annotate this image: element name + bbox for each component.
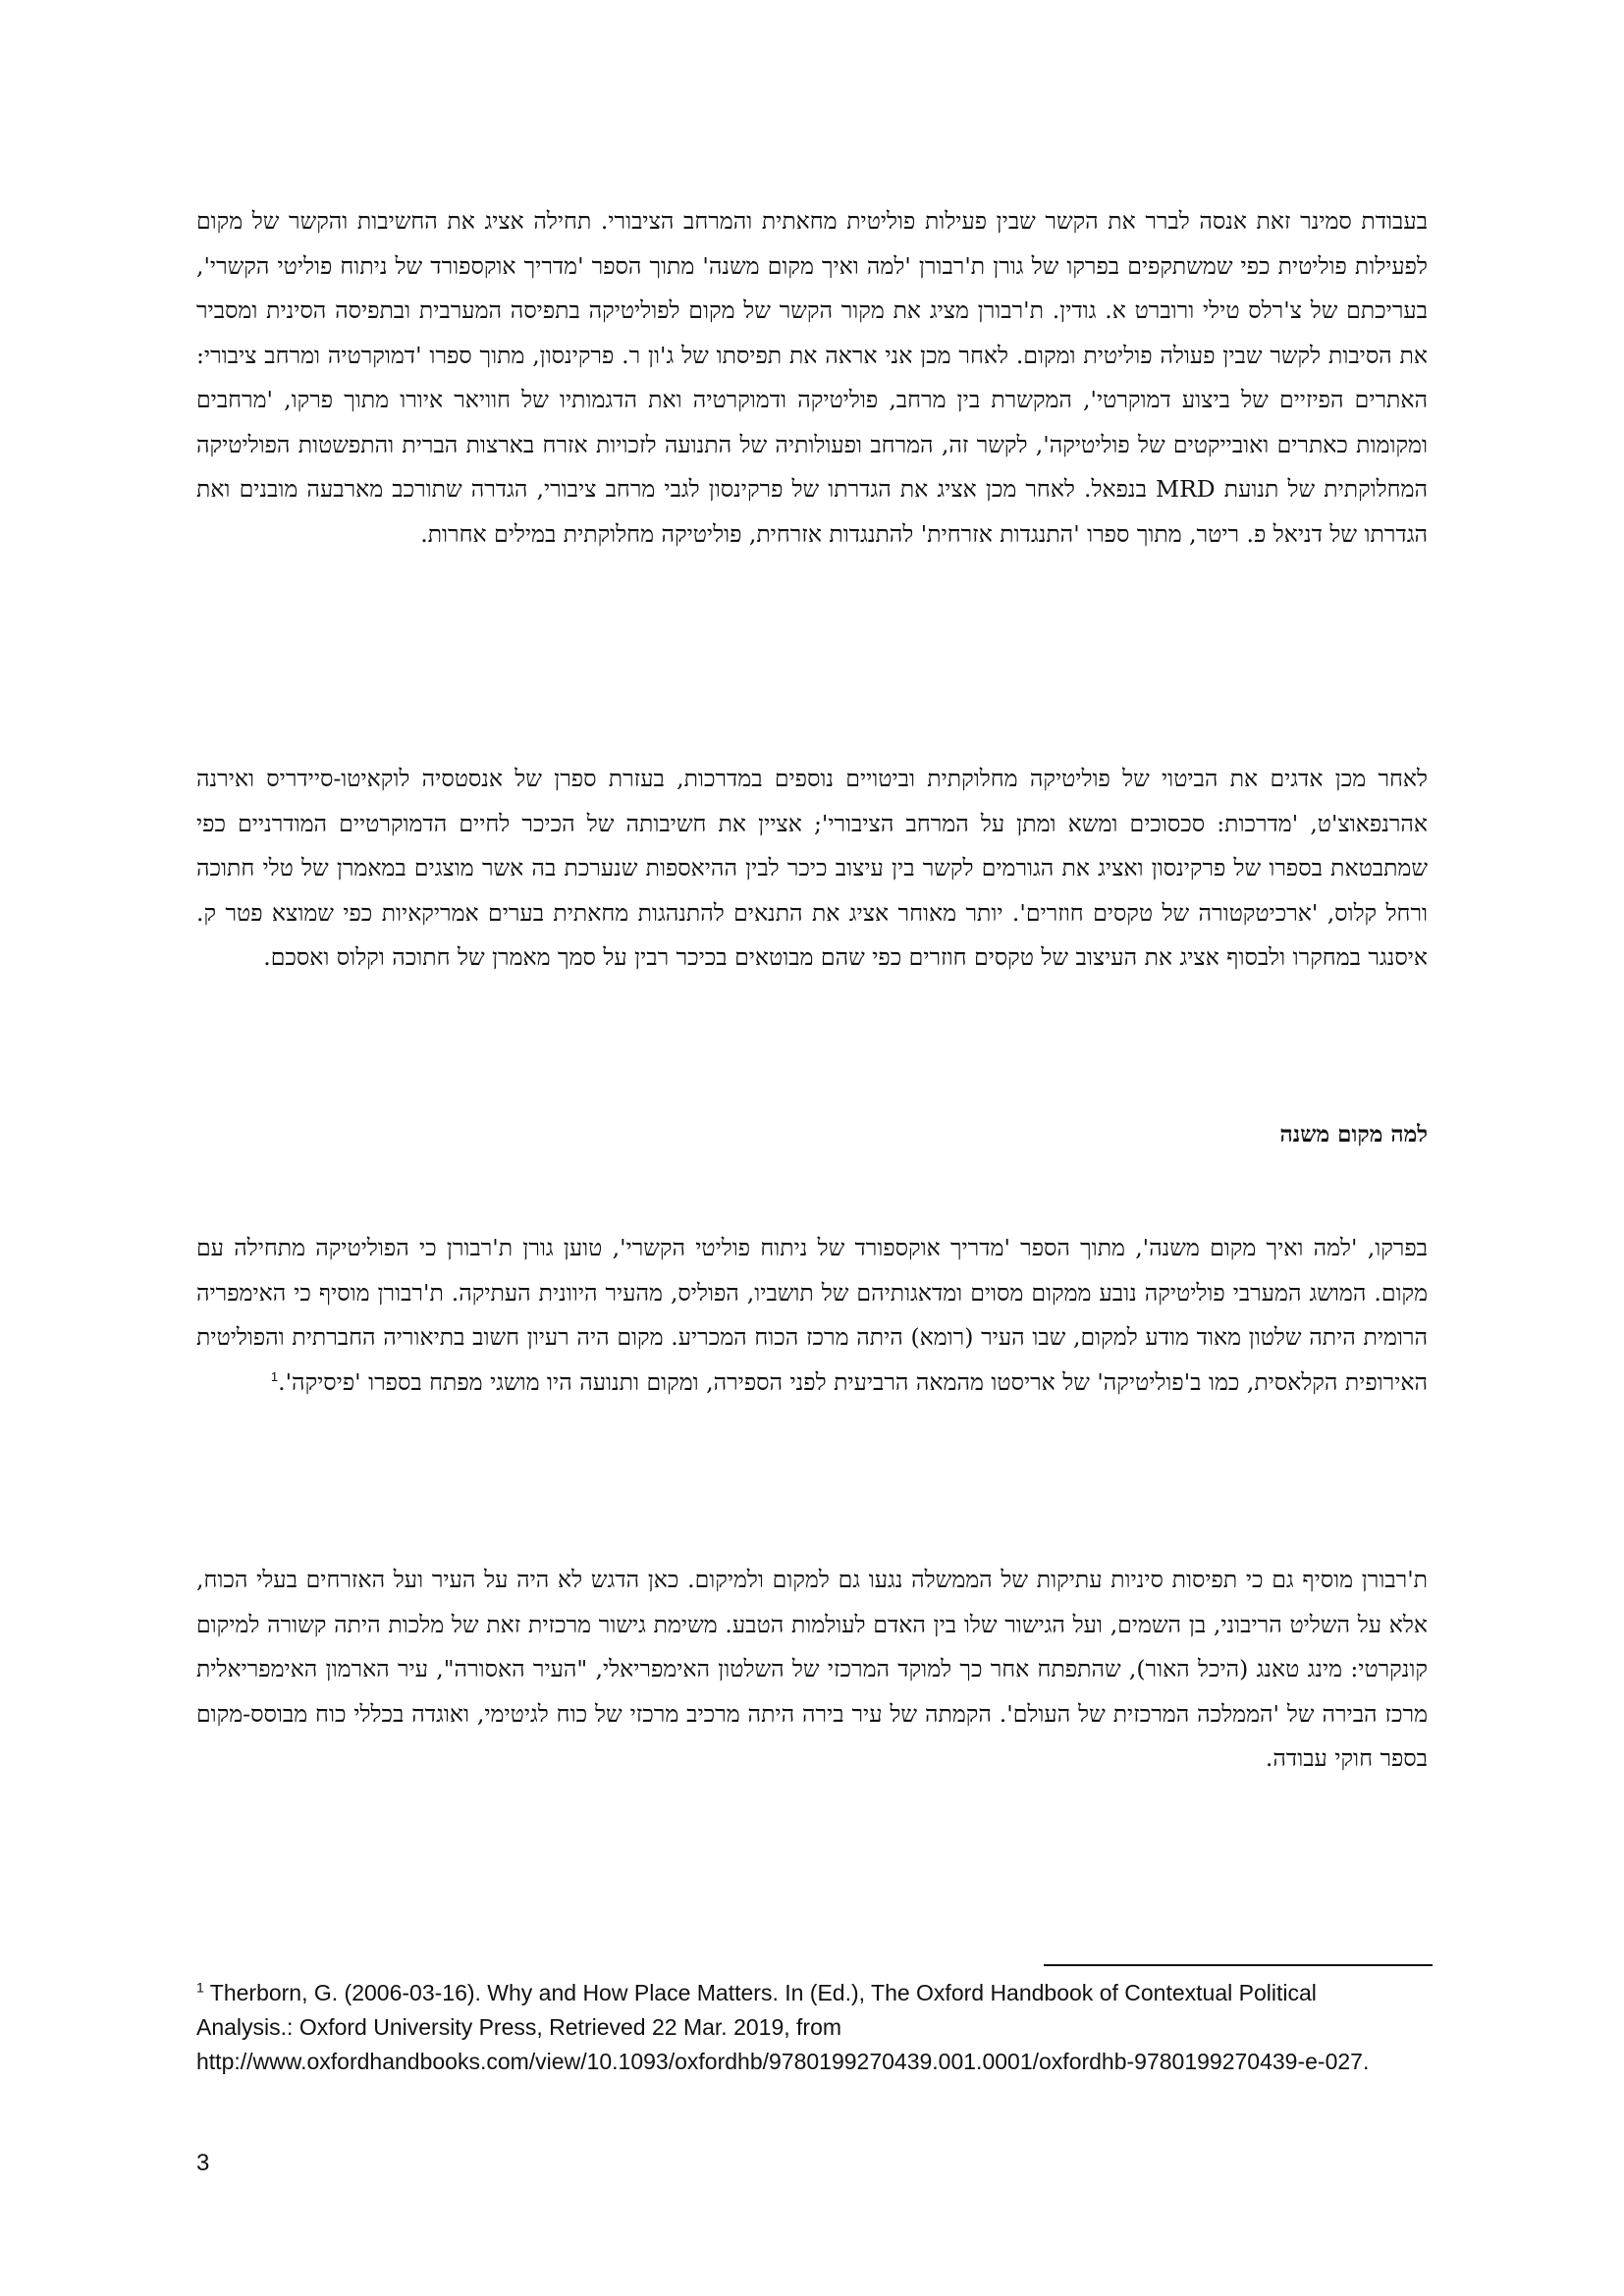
- page-number: 3: [196, 2150, 210, 2176]
- section-heading: למה מקום משנה: [1279, 1121, 1428, 1148]
- footnote-separator: [1044, 1964, 1433, 1966]
- footnote-reference[interactable]: 1: [270, 1368, 279, 1384]
- footnote-marker: 1: [196, 1979, 204, 1996]
- paragraph-outline: לאחר מכן אדגים את הביטוי של פוליטיקה מחלוקתית וביטויים נוספים במדרכות, בעזרת ספרן של אנסטסיה לוקאיטו-סיידריס ואירנה אהרנפאוצ'ט, 'מדרכות: סכסוכים ומשא ומתן על המרחב הציבורי'; אציין את חשיבותה של הכיכר לחיים הדמוקרטיים המודרניים כפי שמתבטאת בספרו של פרקינסון ואציג את הגורמים לקשר בין עיצוב כיכר לבין ההיאספות שנערכת בה אשר מוצגים במאמרן של טלי חתוכה ורחל קלוס, 'ארכיטקטורה של טקסים חוזרים'. יותר מאוחר אציג את התנאים להתנהגות מחאתית בערים אמריקאיות כפי שמוצא פטר ק. איסנגר במחקרו ולבסוף אציג את העיצוב של טקסים חוזרים כפי שהם מבוטאים בכיכר רבין על סמך מאמרן של חתוכה וקלוס ואסכם.: [196, 765, 1429, 971]
- paragraph-intro: בעבודת סמינר זאת אנסה לברר את הקשר שבין פעילות פוליטית מחאתית והמרחב הציבורי. תחילה אציג את החשיבות והקשר של מקום לפעילות פוליטית כפי שמשתקפים בפרקו של גורן ת'רבורן 'למה ואיך מקום משנה' מתוך הספר 'מדריך אוקספורד של ניתוח פוליטי הקשרי', בעריכתם של צ'רלס טילי ורוברט א. גודין. ת'רבורן מציג את מקור הקשר של מקום לפוליטיקה בתפיסה המערבית ובתפיסה הסינית ומסביר את הסיבות לקשר שבין פעולה פוליטית ומקום. לאחר מכן אני אראה את תפיסתו של ג'ון ר. פרקינסון, מתוך ספרו 'דמוקרטיה ומרחב ציבורי: האתרים הפיזיים של ביצוע דמוקרטי', המקשרת בין מרחב, פוליטיקה ודמוקרטיה ואת הדגמותיו של חוויאר איורו מתוך פרקו, 'מרחבים ומקומות כאתרים ואובייקטים של פוליטיקה', לקשר זה, המרחב ופעולותיה של התנועה לזכויות אזרח בארצות הברית והתפשטות הפוליטיקה המחלוקתית של תנועת MRD בנפאל. לאחר מכן אציג את הגדרתו של פרקינסון לגבי מרחב ציבורי, הגדרה שתורכב מארבעה מובנים ואת הגדרתו של דניאל פ. ריטר, מתוך ספרו 'התנגדות אזרחית' להתנגדות אזרחית, פוליטיקה מחלוקתית במילים אחרות.: [196, 207, 1428, 548]
- paragraph-text: בפרקו, 'למה ואיך מקום משנה', מתוך הספר 'מדריך אוקספורד של ניתוח פוליטי הקשרי', טוען גורן ת'רבורן כי הפוליטיקה מתחילה עם מקום. המושג המערבי פוליטיקה נובע ממקום מסוים ומדאגותיהם של תושביו, הפוליס, מהעיר היוונית העתיקה. ת'רבורן מוסיף כי האימפריה הרומית היתה שלטון מאוד מודע למקום, שבו העיר (רומא) היתה מרכז הכוח המכריע. מקום היה רעיון חשוב בתיאוריה החברתית והפוליטית האירופית הקלאסית, כמו ב'פוליטיקה' של אריסטו מהמאה הרביעית לפני הספירה, ומקום ותנועה היו מושגי מפתח בספרו 'פיסיקה'.: [196, 1234, 1428, 1396]
- footnote-text: Therborn, G. (2006-03-16). Why and How Place Matters. In (Ed.), The Oxford Handbook of Contextual Political Analysis.: Oxford University Press, Retrieved 22 Mar. 2019, from http://www.oxfordhandbooks.com/view/10.1093/oxfordhb/9780199270439.001.0001/oxfordhb-9780199270439-e-027.: [196, 1980, 1370, 2074]
- paragraph-chinese-conceptions: ת'רבורן מוסיף גם כי תפיסות סיניות עתיקות של הממשלה נגעו גם למקום ולמיקום. כאן הדגש לא היה על העיר ועל האזרחים בעלי הכוח, אלא על השליט הריבוני, בן השמים, ועל הגישור שלו בין האדם לעולמות הטבע. משימת גישור מרכזית זאת של מלכות היתה קשורה למיקום קונקרטי: מינג טאנג (היכל האור), שהתפתח אחר כך למוקד המרכזי של השלטון האימפריאלי, "העיר האסורה", עיר הארמון האימפריאלית מרכז הבירה של 'הממלכה המרכזית של העולם'. הקמתה של עיר בירה היתה מרכיב מרכזי של כוח לגיטימי, ואוגדה בכללי כוח מבוסס-מקום בספר חוקי עבודה.: [196, 1566, 1428, 1772]
- paragraph-therborn-place: [196, 1226, 1428, 1405]
- footnote: [196, 1976, 1375, 2079]
